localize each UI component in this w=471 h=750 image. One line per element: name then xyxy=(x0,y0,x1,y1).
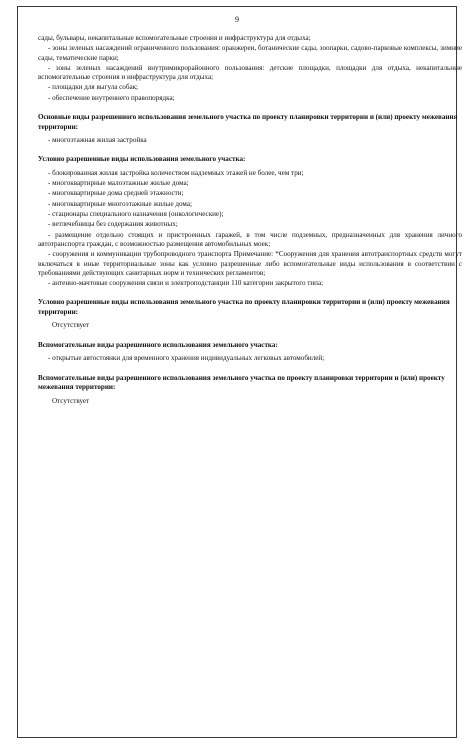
section-auxiliary-uses xyxy=(38,341,462,364)
list-item: - многоэтажная жилая застройка xyxy=(48,136,147,145)
section-main-uses-planning xyxy=(38,113,462,145)
list-item: - антенно-мачтовые сооружения связи и электроподстанции 110 категории закрытого типа; xyxy=(48,279,324,288)
list-item: - многоквартирные многоэтажные жилые дома; xyxy=(48,199,192,208)
section-green-zones xyxy=(38,34,462,103)
list-item: - открытые автостоянки для временного хранения индивидуальных легковых автомобилей; xyxy=(48,354,325,363)
page-number: 9 xyxy=(235,15,239,24)
page-frame xyxy=(17,6,462,738)
section-heading: Условно разрешенные виды использования земельного участка по проекту планировки территории и (или) проекту межевания территории: xyxy=(38,298,450,316)
list-item: - зоны зеленых насаждений ограниченного пользования: оранжереи, ботанические сады, зоопарки, садово-парковые комплексы, зимние сады, тематические парки; xyxy=(38,44,462,62)
list-item: - многоквартирные малоэтажные жилые дома; xyxy=(48,179,189,188)
section-heading: Вспомогательные виды разрешенного использования земельного участка: xyxy=(38,340,278,349)
section-heading: Условно разрешенные виды использования земельного участка: xyxy=(38,155,246,164)
list-item: сады, бульвары, некапитальные вспомогательные строения и инфраструктура для отдыха; xyxy=(38,34,311,42)
section-conditional-uses-planning xyxy=(38,298,462,330)
section-heading: Основные виды разрешенного использования земельного участка по проекту планировки территории и (или) проекту межевания территории: xyxy=(38,113,458,131)
list-item: - зоны зеленых насаждений внутримикрорайонного пользования: детские площадки, площадки для отдыха, некапитальные вспомогательные строения и инфраструктура для отдыха; xyxy=(38,63,462,82)
section-conditional-uses xyxy=(38,155,462,288)
list-item: - сооружения и коммуникации трубопроводного транспорта Примечание: *Сооружения для хранения автотранспортных средств могут включаться в иные территориальные зоны как условно разрешенные либо вспомогательные виды использования в соответствии с требованиями действующих санитарных норм и технических регламентов; xyxy=(38,250,462,277)
list-item: - площадки для выгула собак; xyxy=(48,83,139,92)
absent-note: Отсутствует xyxy=(52,396,90,405)
list-item: - блокированная жилая застройка количеством надземных этажей не более, чем три; xyxy=(48,168,304,177)
section-auxiliary-uses-planning xyxy=(38,374,462,406)
list-item: - многоквартирные дома средней этажности; xyxy=(48,189,184,198)
list-item: - размещение отдельно стоящих и пристроенных гаражей, в том числе подземных, предназначенных для хранения личного автотранспорта граждан, с возможностью размещения автомобильных моек; xyxy=(38,230,462,248)
absent-note: Отсутствует xyxy=(52,321,90,330)
list-item: - ветлечебницы без содержания животных; xyxy=(48,220,178,229)
list-item: - стационары специального назначения (онкологические); xyxy=(48,210,224,219)
section-heading: Вспомогательные виды разрешенного использования земельного участка по проекту планировки территории и (или) проекту межевания территории: xyxy=(38,373,445,392)
list-item: - обеспечение внутреннего правопорядка; xyxy=(48,93,175,102)
document-body xyxy=(38,34,462,408)
